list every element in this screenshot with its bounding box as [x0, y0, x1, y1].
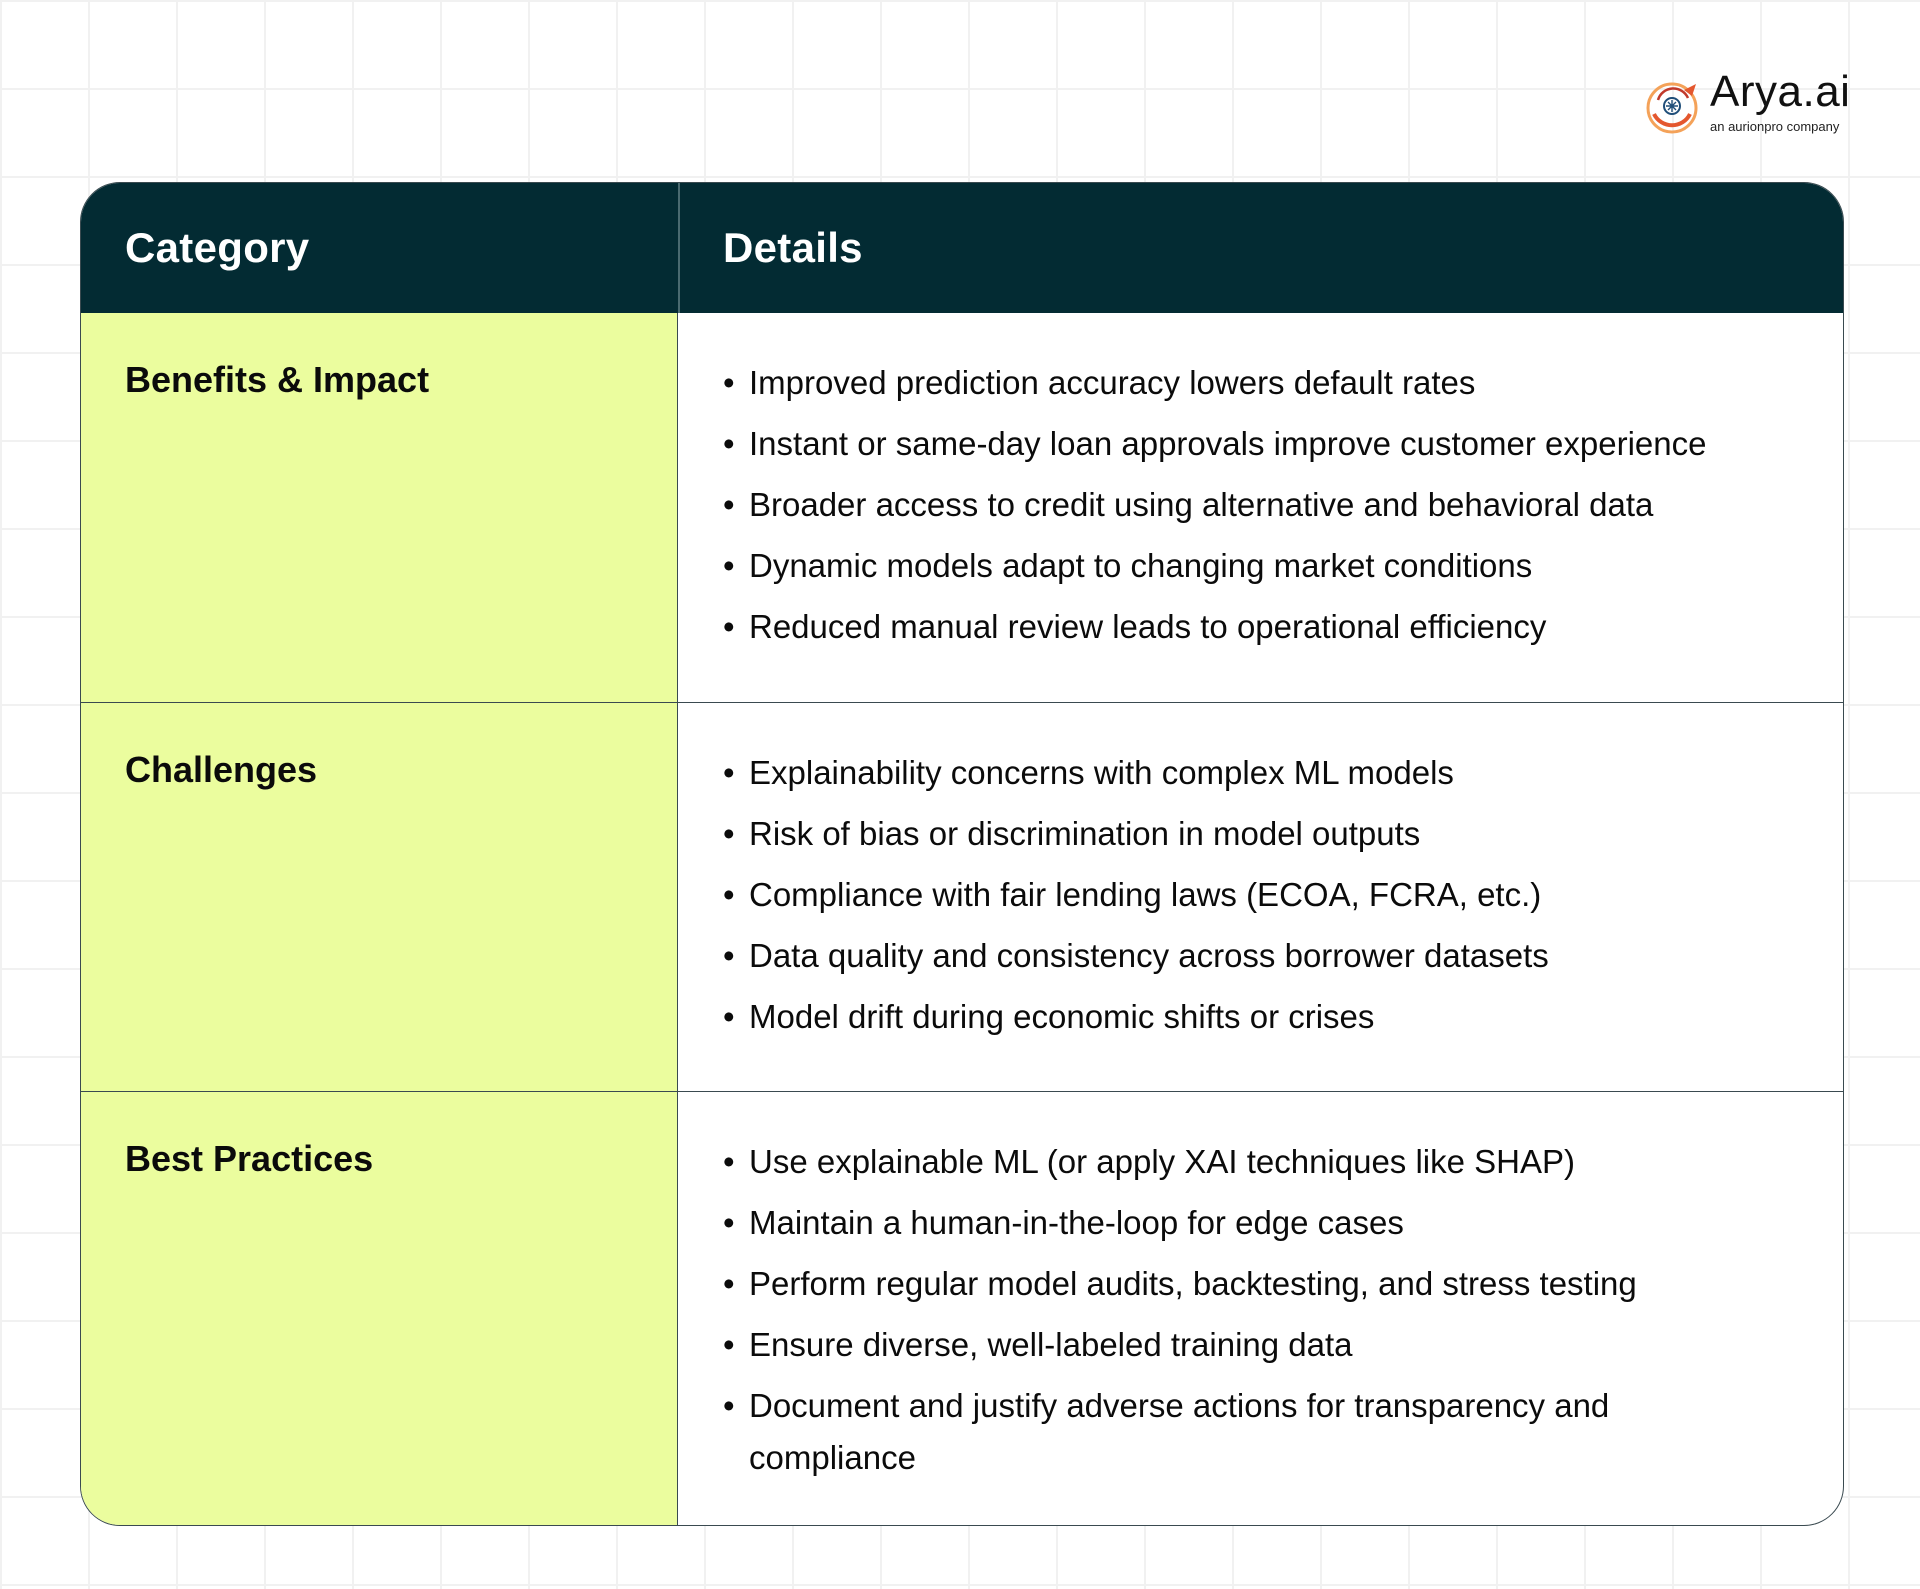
- list-item: • Reduced manual review leads to operational efficiency: [723, 601, 1803, 653]
- list-item: • Maintain a human-in-the-loop for edge cases: [723, 1197, 1803, 1249]
- details-cell: [679, 703, 1843, 1091]
- list-item: • Document and justify adverse actions for transparency and compliance: [723, 1380, 1709, 1484]
- list-item: • Risk of bias or discrimination in model outputs: [723, 808, 1803, 860]
- brand-logo: [1644, 67, 1851, 138]
- logo-tagline: an aurionpro company: [1710, 119, 1840, 134]
- list-item: • Instant or same-day loan approvals improve customer experience: [723, 418, 1803, 470]
- list-item: • Use explainable ML (or apply XAI techniques like SHAP): [723, 1136, 1803, 1188]
- details-cell: [679, 1092, 1843, 1526]
- logo-wordmark: Arya.ai: [1710, 67, 1851, 116]
- list-item: • Explainability concerns with complex ML models: [723, 747, 1803, 799]
- list-item: • Improved prediction accuracy lowers default rates: [723, 357, 1803, 409]
- arya-logo-icon: [1644, 76, 1704, 136]
- list-item: • Compliance with fair lending laws (ECOA, FCRA, etc.): [723, 869, 1803, 921]
- category-cell: [81, 313, 678, 702]
- list-item: • Model drift during economic shifts or crises: [723, 991, 1803, 1043]
- list-item: • Data quality and consistency across borrower datasets: [723, 930, 1803, 982]
- category-cell: [81, 1092, 678, 1526]
- details-list: [723, 357, 1803, 662]
- category-label: Benefits & Impact: [125, 359, 430, 400]
- header-category: Category: [125, 224, 310, 271]
- list-item: • Dynamic models adapt to changing market conditions: [723, 540, 1803, 592]
- table-row: [81, 702, 1843, 1091]
- table-header: [81, 183, 1843, 313]
- list-item: • Perform regular model audits, backtesting, and stress testing: [723, 1258, 1803, 1310]
- list-item: • Broader access to credit using alternative and behavioral data: [723, 479, 1803, 531]
- comparison-table: [80, 182, 1844, 1526]
- table-row: [81, 313, 1843, 702]
- details-list: [723, 747, 1803, 1052]
- category-cell: [81, 703, 678, 1091]
- header-details: Details: [723, 224, 863, 271]
- list-item: • Ensure diverse, well-labeled training data: [723, 1319, 1803, 1371]
- details-list: [723, 1136, 1803, 1493]
- details-cell: [679, 313, 1843, 702]
- table-row: [81, 1091, 1843, 1526]
- category-label: Challenges: [125, 749, 318, 790]
- category-label: Best Practices: [125, 1138, 374, 1179]
- header-divider: [678, 183, 680, 313]
